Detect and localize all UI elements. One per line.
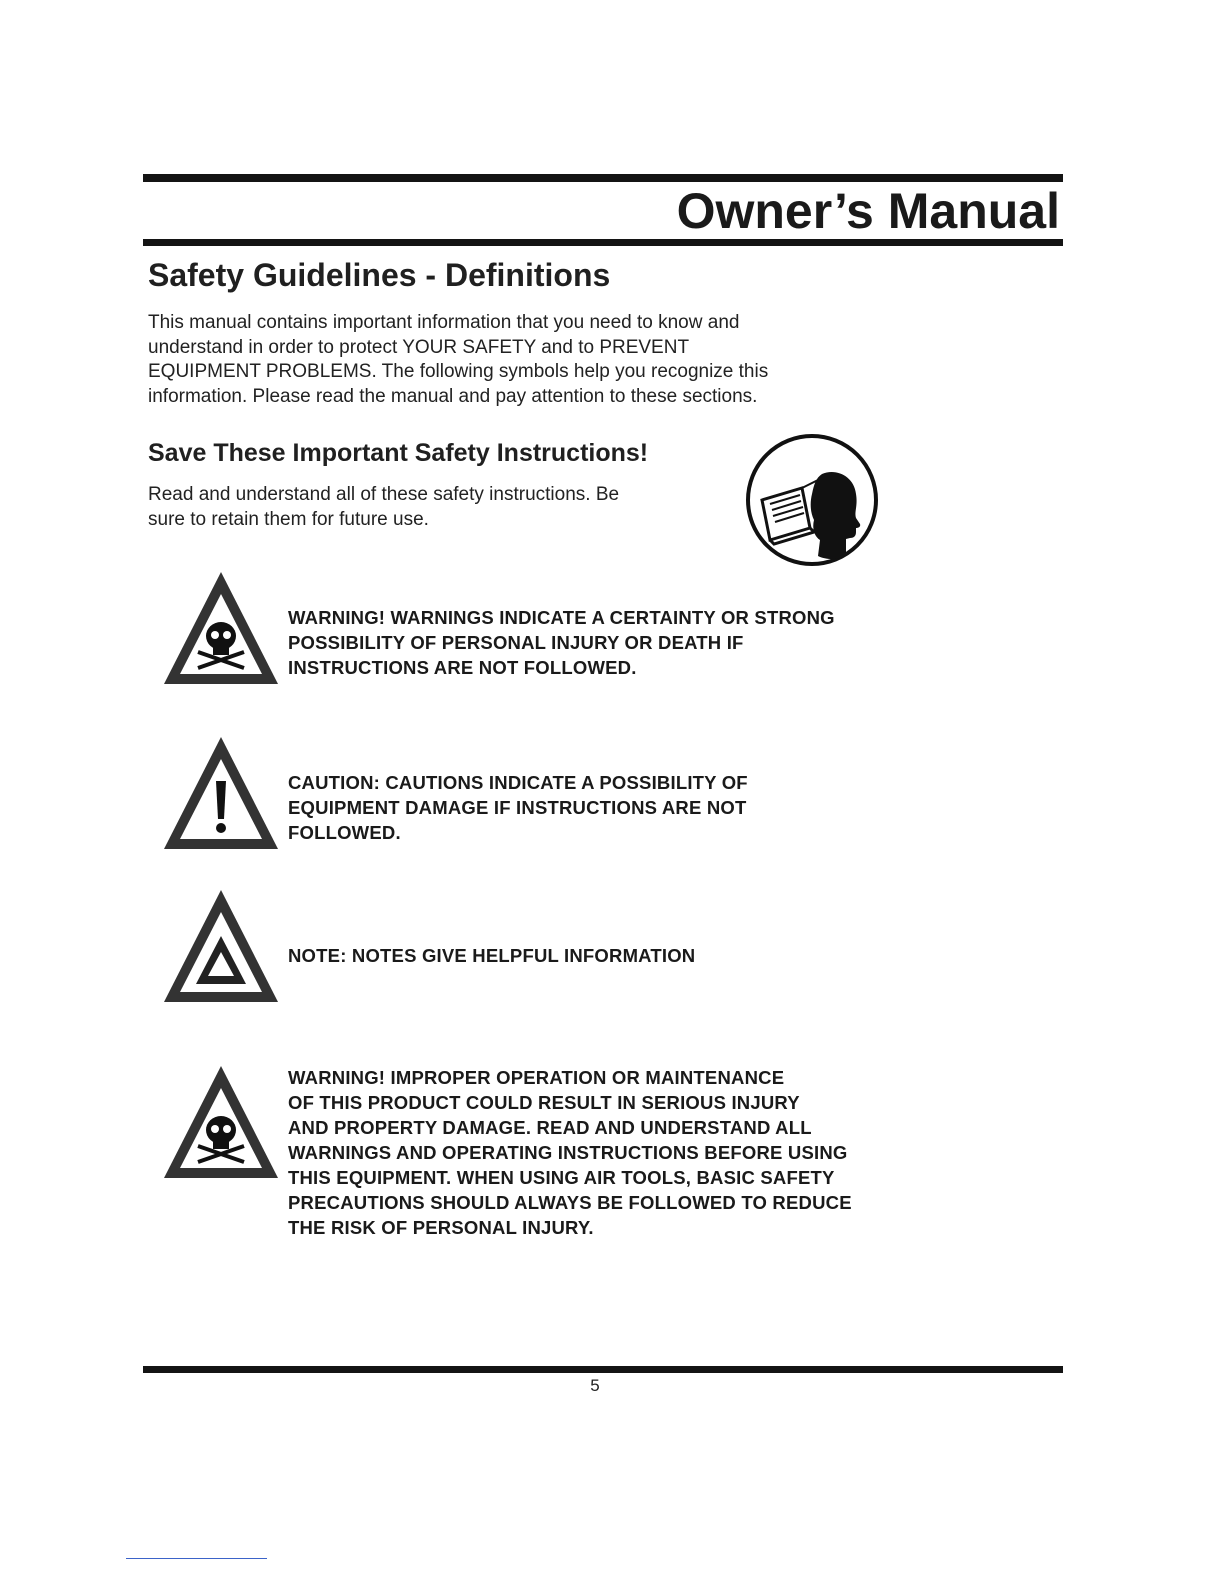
notice-line: NOTE: NOTES GIVE HELPFUL INFORMATION [288, 945, 696, 966]
subsection-line: sure to retain them for future use. [148, 508, 429, 530]
read-manual-icon [744, 432, 880, 568]
intro-paragraph [148, 311, 868, 409]
page-number: 5 [590, 1376, 600, 1395]
header-rule-top [143, 174, 1063, 182]
note-notice [288, 943, 928, 968]
section-title: Safety Guidelines - Definitions [148, 257, 611, 293]
notice-line: EQUIPMENT DAMAGE IF INSTRUCTIONS ARE NOT [288, 797, 747, 818]
improper-operation-warning [288, 1065, 928, 1240]
intro-line: This manual contains important information that you need to know and [148, 312, 740, 333]
notice-line: FOLLOWED. [288, 822, 401, 843]
skull-warning-icon [160, 1062, 282, 1184]
subsection-title: Save These Important Safety Instructions! [148, 439, 649, 467]
subsection-body [148, 483, 708, 532]
header-rule-bottom [143, 239, 1063, 246]
notice-line: POSSIBILITY OF PERSONAL INJURY OR DEATH IF [288, 632, 744, 653]
skull-warning-icon [160, 568, 282, 690]
notice-line: THE RISK OF PERSONAL INJURY. [288, 1217, 594, 1238]
notice-line: INSTRUCTIONS ARE NOT FOLLOWED. [288, 657, 637, 678]
notice-line: WARNINGS AND OPERATING INSTRUCTIONS BEFORE USING [288, 1142, 848, 1163]
notice-line: CAUTION: CAUTIONS INDICATE A POSSIBILITY OF [288, 772, 748, 793]
triangle-note-icon [160, 886, 282, 1008]
manual-title: Owner’s Manual [676, 183, 1060, 239]
notice-line: WARNING! IMPROPER OPERATION OR MAINTENANCE [288, 1067, 785, 1088]
intro-line: information. Please read the manual and pay attention to these sections. [148, 385, 758, 407]
notice-line: THIS EQUIPMENT. WHEN USING AIR TOOLS, BASIC SAFETY [288, 1167, 835, 1188]
intro-line: understand in order to protect YOUR SAFETY and to PREVENT [148, 336, 690, 358]
footer-rule [143, 1366, 1063, 1373]
caution-notice [288, 770, 928, 845]
warning-notice [288, 605, 928, 680]
notice-line: WARNING! WARNINGS INDICATE A CERTAINTY OR STRONG [288, 607, 835, 628]
notice-line: AND PROPERTY DAMAGE. READ AND UNDERSTAND ALL [288, 1117, 812, 1138]
subsection-line: Read and understand all of these safety instructions. Be [148, 484, 620, 505]
notice-line: PRECAUTIONS SHOULD ALWAYS BE FOLLOWED TO REDUCE [288, 1192, 852, 1213]
exclamation-caution-icon [160, 733, 282, 855]
notice-line: OF THIS PRODUCT COULD RESULT IN SERIOUS INJURY [288, 1092, 800, 1113]
footer-link-line [126, 1558, 267, 1559]
intro-line: EQUIPMENT PROBLEMS. The following symbols help you recognize this [148, 361, 769, 382]
